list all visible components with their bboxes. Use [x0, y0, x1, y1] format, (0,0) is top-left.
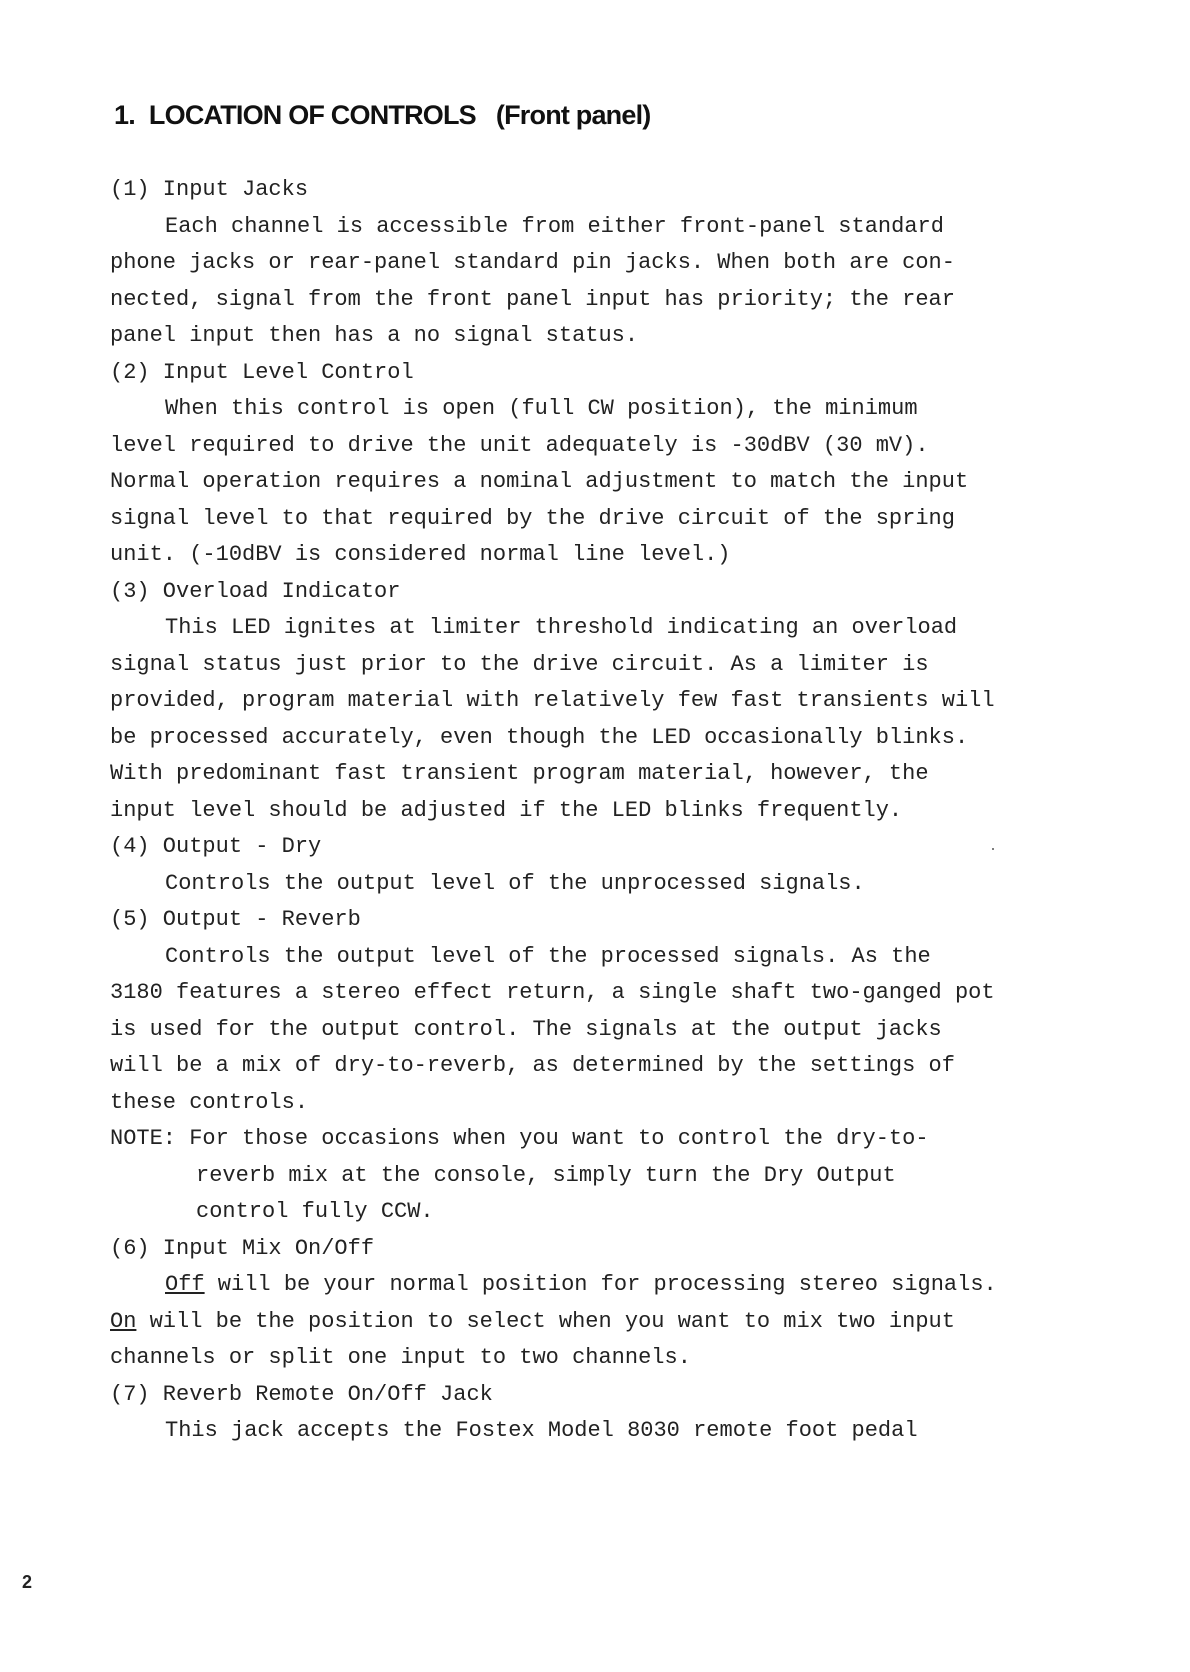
item-title-reverb-remote: (7) Reverb Remote On/Off Jack	[110, 1381, 493, 1407]
paragraph-line: is used for the output control. The signals at the output jacks	[110, 1016, 942, 1042]
item-title-output-dry: (4) Output - Dry	[110, 834, 322, 859]
scan-speck	[992, 848, 994, 850]
heading-title: LOCATION OF CONTROLS	[148, 100, 476, 130]
paragraph-line: panel input then has a no signal status.	[110, 323, 639, 348]
paragraph-line: When this control is open (full CW position), the minimum	[165, 396, 918, 421]
note-label: NOTE:	[110, 1126, 177, 1151]
paragraph-line: Each channel is accessible from either front-panel standard	[165, 213, 944, 239]
on-text: will be the position to select when you want to mix two input	[136, 1308, 955, 1334]
item-title-output-reverb: (5) Output - Reverb	[110, 907, 361, 932]
paragraph-line: signal status just prior to the drive circuit. As a limiter is	[110, 651, 929, 677]
paragraph-line: input level should be adjusted if the LED blinks frequently.	[110, 797, 903, 823]
on-word: On	[110, 1308, 137, 1334]
paragraph-line: This LED ignites at limiter threshold indicating an overload	[165, 615, 958, 640]
item-title-input-level-control: (2) Input Level Control	[110, 359, 414, 385]
paragraph-line: With predominant fast transient program material, however, the	[110, 761, 929, 786]
section-heading	[114, 100, 651, 131]
paragraph-line: This jack accepts the Fostex Model 8030 remote foot pedal	[165, 1418, 918, 1443]
item-title-input-mix: (6) Input Mix On/Off	[110, 1235, 375, 1261]
note-line: control fully CCW.	[196, 1199, 434, 1224]
paragraph-line: be processed accurately, even though the LED occasionally blinks.	[110, 724, 969, 750]
paragraph-line: channels or split one input to two channels.	[110, 1345, 691, 1370]
off-text: will be your normal position for processing stereo signals.	[204, 1272, 997, 1297]
paragraph-line: nected, signal from the front panel input has priority; the rear	[110, 286, 955, 312]
heading-number: 1.	[114, 100, 135, 130]
note-line	[110, 1121, 1110, 1158]
paragraph-line: phone jacks or rear-panel standard pin jacks. When both are con-	[110, 250, 955, 275]
paragraph-line: level required to drive the unit adequately is -30dBV (30 mV).	[110, 432, 929, 458]
paragraph-line: unit. (-10dBV is considered normal line level.)	[110, 542, 731, 567]
paragraph-line	[110, 1267, 1110, 1304]
heading-subtitle: (Front panel)	[495, 100, 651, 130]
page-number: 2	[22, 1572, 33, 1592]
paragraph-line	[110, 1304, 1110, 1341]
item-title-input-jacks: (1) Input Jacks	[110, 177, 309, 202]
note-line: reverb mix at the console, simply turn the Dry Output	[196, 1162, 896, 1188]
off-word: Off	[165, 1272, 205, 1297]
item-title-overload-indicator: (3) Overload Indicator	[110, 578, 401, 604]
paragraph-line: Normal operation requires a nominal adjustment to match the input	[110, 469, 969, 494]
note-text: For those occasions when you want to control the dry-to-	[189, 1126, 929, 1151]
body-text	[110, 172, 1110, 1450]
paragraph-line: Controls the output level of the unprocessed signals.	[165, 870, 865, 896]
paragraph-line: signal level to that required by the drive circuit of the spring	[110, 505, 955, 531]
paragraph-line: these controls.	[110, 1089, 309, 1115]
paragraph-line: Controls the output level of the processed signals. As the	[165, 943, 931, 969]
paragraph-line: will be a mix of dry-to-reverb, as determined by the settings of	[110, 1053, 955, 1078]
paragraph-line: provided, program material with relatively few fast transients will	[110, 688, 995, 713]
paragraph-line: 3180 features a stereo effect return, a single shaft two-ganged pot	[110, 980, 995, 1005]
